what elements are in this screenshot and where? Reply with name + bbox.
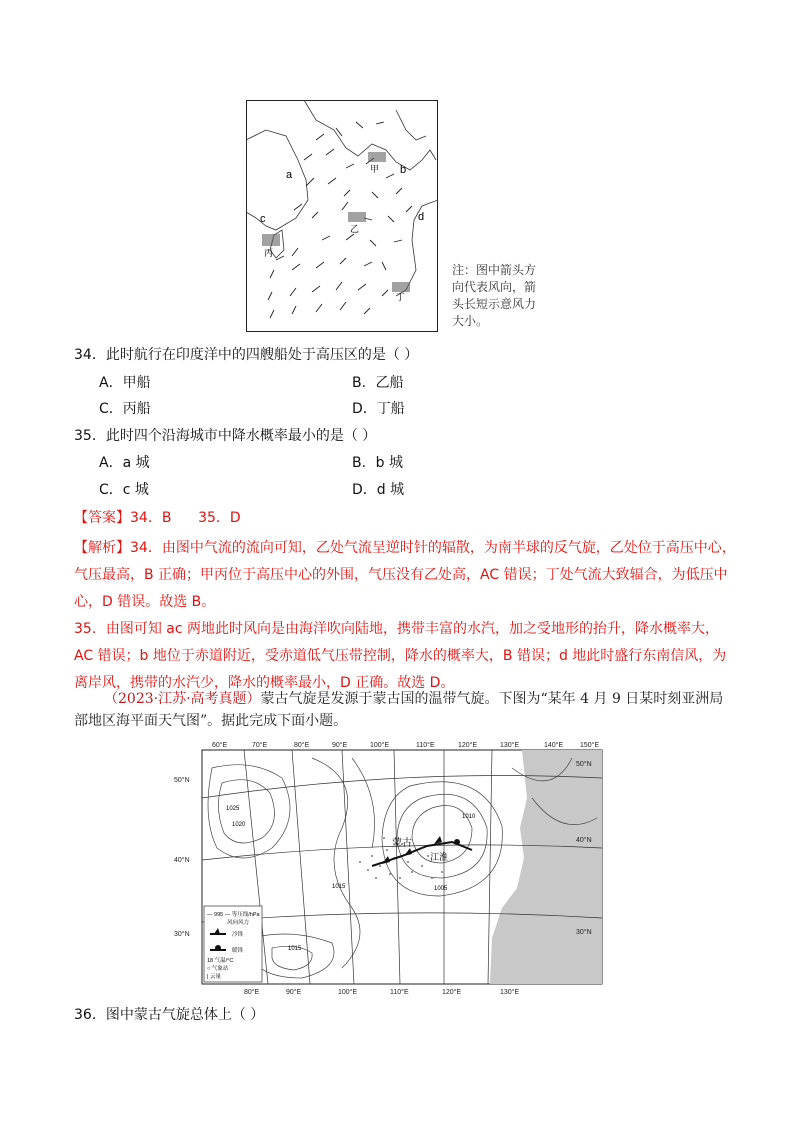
lon-top: 120°E xyxy=(458,742,478,749)
q35-option-a[interactable]: A．a 城 xyxy=(99,455,150,471)
map1-label-jia: 甲 xyxy=(370,164,380,174)
map1-label-yi: 乙 xyxy=(350,224,360,234)
q35-option-c[interactable]: C．c 城 xyxy=(99,482,149,498)
lat-right: 30°N xyxy=(576,929,592,936)
lon-bottom: 110°E xyxy=(390,989,409,996)
legend-cold-front: 冷锋 xyxy=(232,932,244,938)
lon-bottom: 130°E xyxy=(500,989,520,996)
q34-stem: 34．此时航行在印度洋中的四艘船处于高压区的是（ ） xyxy=(74,347,419,363)
lon-bottom: 120°E xyxy=(442,989,462,996)
isobar-label: 1015 xyxy=(332,884,346,890)
label-jianghuai: 江淮 xyxy=(430,852,449,862)
map1-note-line: 注：图中箭头方 xyxy=(452,263,537,277)
map1-note-line: 头长短示意风力 xyxy=(452,297,537,311)
legend-isobar: — 995 — 等压线/hPa xyxy=(207,912,260,918)
analysis-line: 离岸风，携带的水汽少，降水的概率最小，D 正确。故选 D。 xyxy=(74,675,455,691)
lon-bottom: 80°E xyxy=(244,989,260,996)
lon-top: 60°E xyxy=(212,742,228,749)
q34-option-c[interactable]: C．丙船 xyxy=(99,401,151,417)
indian-ocean-map-svg xyxy=(246,100,438,332)
lon-top: 80°E xyxy=(294,742,310,749)
legend-cloud: | 云量 xyxy=(207,974,221,980)
legend-station: ○ 气象站 xyxy=(207,966,229,972)
analysis-line: 气压最高，B 正确；甲丙位于高压中心的外围，气压没有乙处高，AC 错误；丁处气流大致辐合，为低压中 xyxy=(74,567,728,583)
label-mongolia: 蒙古 xyxy=(392,838,412,849)
analysis-line: 【解析】34．由图中气流的流向可知，乙处气流呈逆时针的辐散，为南半球的反气旋，乙处位于高压中心， xyxy=(74,540,736,556)
isobar-label: 1010 xyxy=(462,814,476,820)
lat-right: 40°N xyxy=(576,837,592,844)
q34-option-b[interactable]: B．乙船 xyxy=(352,375,404,391)
map1-label-a: a xyxy=(286,169,293,181)
legend-temp: 18 气温/°C xyxy=(207,958,234,964)
lat-left: 40°N xyxy=(174,857,190,864)
q35-stem: 35．此时四个沿海城市中降水概率最小的是（ ） xyxy=(74,428,377,444)
q35-option-d[interactable]: D．d 城 xyxy=(352,482,405,498)
lon-top: 90°E xyxy=(332,742,348,749)
map1-label-d: d xyxy=(418,211,425,223)
lat-left: 30°N xyxy=(174,931,190,938)
analysis-line: 35．由图可知 ac 两地此时风向是由海洋吹向陆地，携带丰富的水汽，加之受地形的抬升，降水概率大， xyxy=(74,621,719,637)
lon-top: 100°E xyxy=(370,742,390,749)
map1-label-ding: 丁 xyxy=(396,292,406,302)
q36-stem: 36．图中蒙古气旋总体上（ ） xyxy=(74,1007,265,1023)
map1-note xyxy=(452,262,562,330)
lon-bottom: 90°E xyxy=(286,989,302,996)
isobar-label: 1025 xyxy=(226,806,240,812)
lon-top: 130°E xyxy=(500,742,520,749)
lon-top: 70°E xyxy=(252,742,268,749)
intro-text-2: 部地区海平面天气图”。据此完成下面小题。 xyxy=(74,713,348,729)
analysis-line: AC 错误；b 地位于赤道附近，受赤道低气压带控制，降水的概率大，B 错误；d 地此时盛行东南信风，为 xyxy=(74,648,727,664)
isobar-label: 1015 xyxy=(288,946,302,952)
legend-wind: 风向风力 xyxy=(227,920,250,926)
isobar-label: 1005 xyxy=(434,886,448,892)
indian-ocean-map xyxy=(246,100,438,332)
lat-left: 50°N xyxy=(174,777,190,784)
lon-bottom: 100°E xyxy=(338,989,358,996)
legend-warm-front: 暖锋 xyxy=(232,948,244,954)
map1-label-c: c xyxy=(260,213,266,225)
lon-top: 150°E xyxy=(580,742,600,749)
answer-line: 【答案】34．B 35．D xyxy=(74,510,241,526)
q35-option-b[interactable]: B．b 城 xyxy=(352,455,403,471)
map2-legend xyxy=(204,906,262,982)
map1-label-bing: 丙 xyxy=(264,248,274,258)
source-tag: （2023·江苏·高考真题） xyxy=(104,691,261,707)
intro-text: 蒙古气旋是发源于蒙古国的温带气旋。下图为“某年 4 月 9 日某时刻亚洲局 xyxy=(260,691,724,707)
analysis-block xyxy=(74,535,734,697)
q34-option-a[interactable]: A．甲船 xyxy=(99,375,151,391)
lon-top: 110°E xyxy=(416,742,435,749)
question-intro xyxy=(74,688,754,732)
q34-option-d[interactable]: D．丁船 xyxy=(352,401,405,417)
isobar-label: 1020 xyxy=(232,822,246,828)
asia-weather-map-svg xyxy=(172,738,608,1000)
map1-note-line: 大小。 xyxy=(452,314,489,328)
lat-right: 50°N xyxy=(576,761,592,768)
map1-label-b: b xyxy=(400,164,407,176)
map1-note-line: 向代表风向，箭 xyxy=(452,280,537,294)
lon-top: 140°E xyxy=(544,742,564,749)
asia-weather-map xyxy=(172,738,608,1000)
analysis-line: 心，D 错误。故选 B。 xyxy=(74,594,216,610)
